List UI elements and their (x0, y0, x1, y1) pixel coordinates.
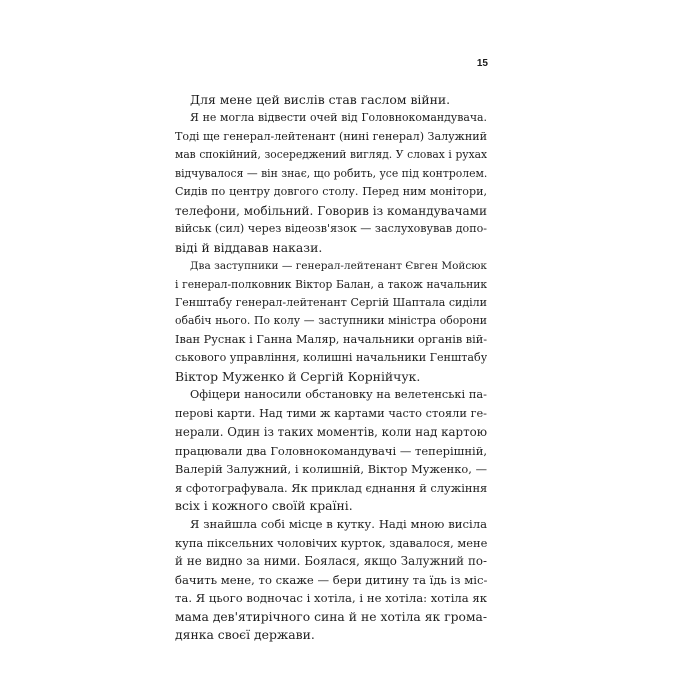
text-line: Офіцери наносили обстановку на велетенські па- (190, 388, 487, 402)
text-line: Для мене цей вислів став гаслом війни. (190, 92, 451, 107)
text-line: Валерій Залужний, і колишній, Віктор Муженко, — (175, 462, 487, 477)
text-line: Сидів по центру довгого столу. Перед ним монітори, (175, 185, 487, 199)
paragraph-1 (175, 91, 487, 109)
paragraph-4 (175, 386, 487, 515)
paragraph-5 (175, 515, 487, 644)
text-line: Я не могла відвести очей від Головнокомандувача. (190, 111, 487, 125)
text-line: працювали два Головнокомандувачі — теперішній, (175, 443, 487, 458)
text-line: нерали. Один із таких моментів, коли над картою (175, 425, 487, 440)
body-text (175, 91, 487, 645)
text-line: мама дев'ятирічного сина й не хотіла як грома- (175, 609, 487, 624)
text-line: Два заступники — генерал-лейтенант Євген Мойсюк (190, 260, 487, 273)
text-line: Я знайшла собі місце в кутку. Наді мною висіла (190, 517, 487, 532)
text-line: я сфотографувала. Як приклад єднання й служіння (175, 480, 487, 495)
text-line: мав спокійний, зосереджений вигляд. У словах і рухах (175, 148, 487, 162)
text-line: Іван Руснак і Ганна Маляр, начальники органів вій- (175, 332, 487, 346)
text-line: й не видно за ними. Боялася, якщо Залужний по- (175, 554, 487, 569)
paragraph-3 (175, 257, 487, 386)
text-line: Тоді ще генерал-лейтенант (нині генерал) Залужний (175, 129, 487, 143)
text-line: бачить мене, то скаже — бери дитину та їдь із міс- (175, 572, 487, 587)
text-line: відчувалося — він знає, що робить, усе під контролем. (175, 166, 487, 180)
text-line: купа піксельних чоловічих курток, здавалося, мене (175, 535, 487, 550)
text-line: Віктор Муженко й Сергій Корнійчук. (175, 368, 421, 384)
text-line: перові карти. Над тими ж картами часто стояли ге- (175, 406, 487, 420)
page-number: 15 (476, 58, 488, 69)
text-line: дянка своєї держави. (175, 627, 315, 643)
text-line: віді й віддавав накази. (175, 239, 323, 255)
text-line: всіх і кожного своїй країні. (175, 497, 353, 513)
text-line: і генерал-полковник Віктор Балан, а також начальник (175, 277, 487, 291)
paragraph-2 (175, 109, 487, 257)
text-line: військ (сил) через відеозв'язок — заслуховував допо- (175, 222, 487, 236)
text-line: ськового управління, колишні начальники Генштабу (175, 351, 487, 365)
text-line: обабіч нього. По колу — заступники міністра оборони (175, 314, 487, 328)
text-line: Генштабу генерал-лейтенант Сергій Шаптала сиділи (175, 295, 487, 309)
text-line: телефони, мобільний. Говорив із командувачами (175, 203, 487, 218)
text-line: та. Я цього водночас і хотіла, і не хотіла: хотіла як (175, 591, 487, 606)
